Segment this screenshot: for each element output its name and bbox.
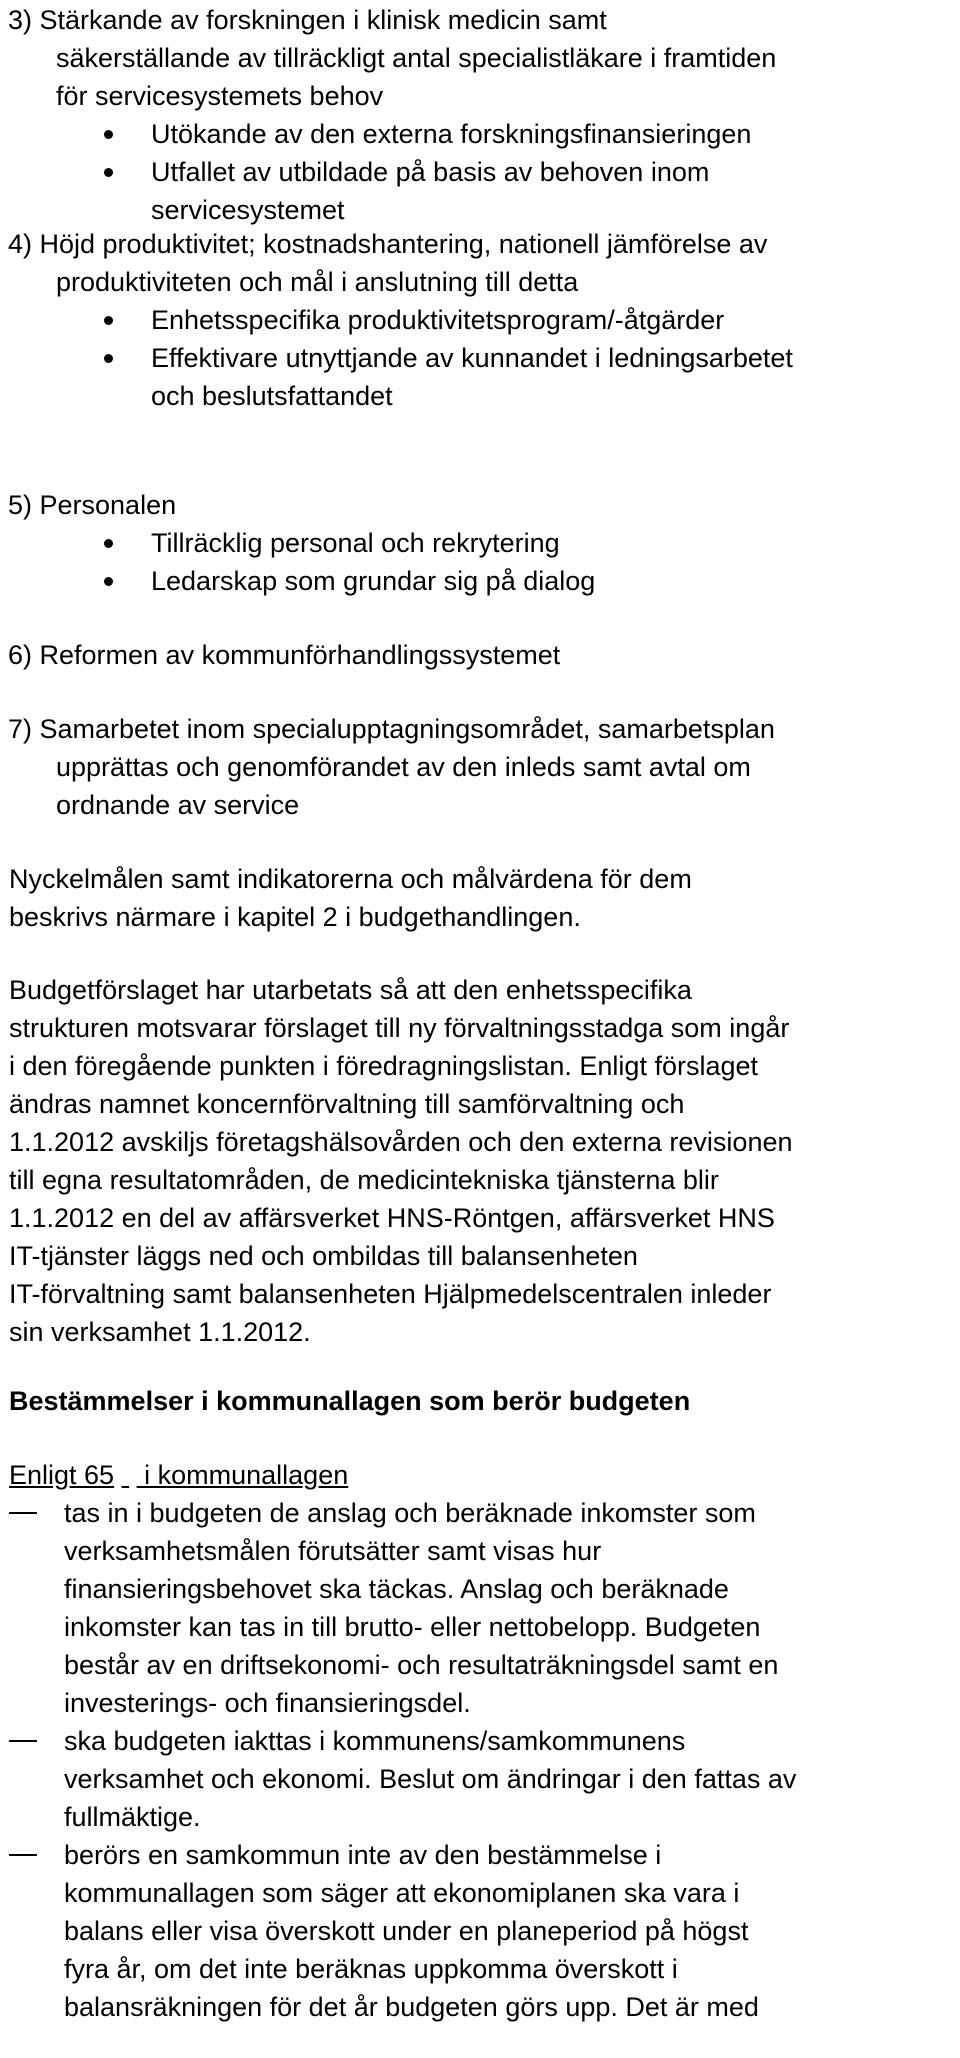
dash-icon xyxy=(9,1512,37,1514)
bullet-item: Utfallet av utbildade på basis av behoven inom xyxy=(0,153,776,191)
item-4-line-2: produktiviteten och mål i anslutning till detta xyxy=(56,267,579,297)
section-heading: Bestämmelser i kommunallagen som berör budgeten xyxy=(9,1386,691,1416)
bullet-item: Effektivare utnyttjande av kunnandet i ledningsarbetet xyxy=(0,339,793,377)
paragraph-key-goals: Nyckelmålen samt indikatorerna och målvärdena för dem beskrivs närmare i kapitel 2 i budgethandlingen. xyxy=(9,864,692,932)
list-item-3 xyxy=(0,1,776,229)
list-item-4 xyxy=(0,225,793,415)
dash-icon xyxy=(9,1740,37,1742)
item-3-line-3: för servicesystemets behov xyxy=(56,81,384,111)
bullet-icon xyxy=(104,577,113,586)
dash-item: ska budgeten iakttas i kommunens/samkommunens xyxy=(0,1722,796,1760)
item-7-line-3: ordnande av service xyxy=(56,790,300,820)
bullet-item: Tillräcklig personal och rekrytering xyxy=(0,524,595,562)
paragraph-budget-proposal: Budgetförslaget har utarbetats så att den enhetsspecifika strukturen motsvarar förslaget till ny förvaltningsstadga som ingår i den föregående punkten i föredragningslistan. Enligt förslaget ändras namnet koncernförvaltning till samförvaltning och 1.1.2012 avskiljs företagshälsovården och den externa revisionen till egna resultatområden, de medicintekniska tjänsterna blir 1.1.2012 en del av affärsverket HNS-Röntgen, affärsverket HNS IT-tjänster läggs ned och ombildas till balansenheten IT-förvaltning samt balansenheten Hjälpmedelscentralen inleder sin verksamhet 1.1.2012. xyxy=(9,975,793,1347)
law-reference: Enligt 65 i kommunallagen xyxy=(9,1460,349,1490)
item-3-line-2: säkerställande av tillräckligt antal specialistläkare i framtiden xyxy=(56,43,777,73)
item-3-line-1: 3) Stärkande av forskningen i klinisk medicin samt xyxy=(8,5,607,35)
list-item-6 xyxy=(0,636,560,674)
bullet-icon xyxy=(104,130,113,139)
dash-icon xyxy=(9,1854,37,1856)
item-4-line-1: 4) Höjd produktivitet; kostnadshantering, nationell jämförelse av xyxy=(8,229,768,259)
bullet-icon xyxy=(104,539,113,548)
item-7-line-1: 7) Samarbetet inom specialupptagningsområdet, samarbetsplan xyxy=(8,714,775,744)
bullet-icon xyxy=(104,316,113,325)
list-item-5 xyxy=(0,486,595,600)
bullet-item-continuation: och beslutsfattandet xyxy=(151,381,393,411)
item-7-line-2: upprättas och genomförandet av den inleds samt avtal om xyxy=(56,752,751,782)
bullet-item: Utökande av den externa forskningsfinansieringen xyxy=(0,115,776,153)
bullet-icon xyxy=(104,354,113,363)
item-5-line-1: 5) Personalen xyxy=(8,490,177,520)
bullet-item: Enhetsspecifika produktivitetsprogram/-åtgärder xyxy=(0,301,793,339)
bullet-item: Ledarskap som grundar sig på dialog xyxy=(0,562,595,600)
item-6-line-1: 6) Reformen av kommunförhandlingssystemet xyxy=(8,640,561,670)
bullet-item-continuation: servicesystemet xyxy=(151,195,345,225)
list-item-7 xyxy=(0,710,775,824)
dash-item: berörs en samkommun inte av den bestämmelse i xyxy=(0,1836,796,1874)
bullet-icon xyxy=(104,168,113,177)
dash-list: tas in i budgeten de anslag och beräknade inkomster som verksamhetsmålen förutsätter samt visas hur finansieringsbehovet ska täckas. Anslag och beräknade inkomster kan tas in till brutto- eller nettobelopp. Budgeten består av en driftsekonomi- och resultaträkningsdel samt en investerings- och finansieringsdel. ska budgeten iakttas i kommunens/samkommunens verksamhet och ekonomi. Beslut om ändringar i den fattas av fullmäktige. berörs en samkommun inte av den bestämmelse i kommunallagen som säger att ekonomiplanen ska vara i balans eller visa överskott under en planeperiod på högst fyra år, om det inte beräknas uppkomma överskott i balansräkningen för det år budgeten görs upp. Det är med xyxy=(0,1494,796,2026)
dash-item: tas in i budgeten de anslag och beräknade inkomster som xyxy=(0,1494,796,1532)
